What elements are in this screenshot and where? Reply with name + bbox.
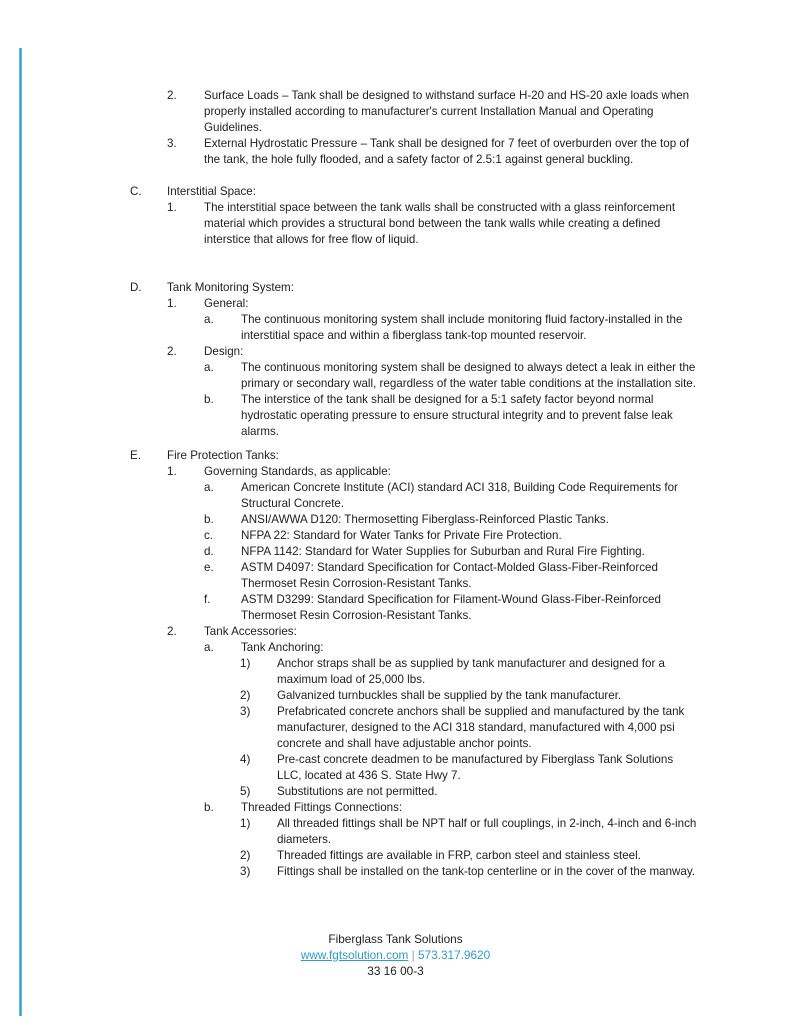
list-item: [240, 864, 697, 880]
list-item-text: Surface Loads – Tank shall be designed to withstand surface H-20 and HS-20 axle loads when properly installed according to manufacturer's current Installation Manual and Operating Guidelines.: [204, 89, 690, 134]
list-item: [240, 816, 697, 848]
list-item-text: Fire Protection Tanks:: [167, 449, 279, 462]
list-item-text: All threaded fittings shall be NPT half or full couplings, in 2-inch, 4-inch and 6-inch diameters.: [277, 817, 697, 846]
list-item-marker: a.: [204, 641, 214, 654]
list-item: [167, 464, 697, 480]
list-item: [240, 752, 697, 784]
list-item-marker: C.: [130, 185, 142, 198]
list-item-text: Interstitial Space:: [167, 185, 256, 198]
list-item-text: NFPA 1142: Standard for Water Supplies for Suburban and Rural Fire Fighting.: [241, 545, 645, 558]
list-item-text: The interstitial space between the tank walls shall be constructed with a glass reinforcement material which provides a structural bond between the tank walls while creating a defined interstice that allows for free flow of liquid.: [204, 201, 676, 246]
list-item-marker: 4): [240, 753, 251, 766]
list-item: [130, 184, 697, 200]
list-item-marker: 3.: [167, 137, 177, 150]
list-item-text: Pre-cast concrete deadmen to be manufactured by Fiberglass Tank Solutions LLC, located at 436 S. State Hwy 7.: [277, 753, 674, 782]
list-item-text: Fittings shall be installed on the tank-top centerline or in the cover of the manway.: [277, 865, 696, 878]
list-item-text: Substitutions are not permitted.: [277, 785, 438, 798]
list-item: [167, 88, 697, 136]
page-footer: [0, 931, 791, 979]
list-item-text: The continuous monitoring system shall be designed to always detect a leak in either the primary or secondary wall, regardless of the water table conditions at the installation site.: [241, 361, 696, 390]
list-item-text: American Concrete Institute (ACI) standard ACI 318, Building Code Requirements for Structural Concrete.: [241, 481, 678, 510]
list-item-text: ASTM D4097: Standard Specification for Contact-Molded Glass-Fiber-Reinforced Thermoset Resin Corrosion-Resistant Tanks.: [241, 561, 658, 590]
list-item: [240, 848, 697, 864]
list-item-marker: 3): [240, 705, 251, 718]
list-item-marker: d.: [204, 545, 214, 558]
list-item: [204, 312, 697, 344]
list-item-marker: b.: [204, 801, 214, 814]
list-item-marker: 1.: [167, 465, 177, 478]
list-item-text: Design:: [204, 345, 244, 358]
list-item-marker: f.: [204, 593, 211, 606]
list-item-marker: 1): [240, 817, 251, 830]
list-item-marker: 1.: [167, 297, 177, 310]
list-item: [167, 200, 697, 248]
list-item-text: ANSI/AWWA D120: Thermosetting Fiberglass-Reinforced Plastic Tanks.: [241, 513, 609, 526]
list-item-marker: e.: [204, 561, 214, 574]
list-item: [167, 624, 697, 640]
list-item-marker: 2.: [167, 89, 177, 102]
list-item-marker: 2.: [167, 625, 177, 638]
list-item: [167, 296, 697, 312]
list-item: [204, 640, 697, 656]
list-item-text: Tank Monitoring System:: [167, 281, 294, 294]
list-item-text: General:: [204, 297, 249, 310]
list-item: [204, 800, 697, 816]
document-body: [0, 88, 697, 880]
list-item: [204, 392, 697, 440]
list-item-marker: c.: [204, 529, 214, 542]
list-item-text: Threaded Fittings Connections:: [241, 801, 403, 814]
footer-company: Fiberglass Tank Solutions: [328, 932, 463, 946]
list-item-marker: a.: [204, 313, 214, 326]
list-item: [240, 784, 697, 800]
list-item-marker: 2): [240, 849, 251, 862]
list-item-text: NFPA 22: Standard for Water Tanks for Private Fire Protection.: [241, 529, 562, 542]
list-item: [240, 704, 697, 752]
list-item-text: Tank Accessories:: [204, 625, 297, 638]
list-item: [204, 528, 697, 544]
list-item-marker: 2.: [167, 345, 177, 358]
list-item-text: External Hydrostatic Pressure – Tank shall be designed for 7 feet of overburden over the top of the tank, the hole fully flooded, and a safety factor of 2.5:1 against general buckling.: [204, 137, 690, 166]
list-item: [204, 360, 697, 392]
list-item-marker: 2): [240, 689, 251, 702]
list-item-marker: E.: [130, 449, 141, 462]
list-item: [204, 512, 697, 528]
list-item: [204, 592, 697, 624]
list-item: [240, 656, 697, 688]
list-item: [130, 448, 697, 464]
footer-contact-line: [0, 947, 791, 963]
list-item-marker: 1): [240, 657, 251, 670]
footer-separator: |: [408, 948, 418, 962]
list-item-marker: D.: [130, 281, 142, 294]
list-item-text: The continuous monitoring system shall include monitoring fluid factory-installed in the interstitial space and within a fiberglass tank-top mounted reservoir.: [241, 313, 683, 342]
list-item: [130, 280, 697, 296]
list-item-text: Threaded fittings are available in FRP, carbon steel and stainless steel.: [277, 849, 641, 862]
list-item-text: Tank Anchoring:: [241, 641, 324, 654]
list-item: [167, 136, 697, 168]
list-item-text: Galvanized turnbuckles shall be supplied by the tank manufacturer.: [277, 689, 622, 702]
footer-page-number: 33 16 00-3: [367, 964, 424, 978]
list-item: [204, 480, 697, 512]
list-item-marker: b.: [204, 513, 214, 526]
list-item-marker: a.: [204, 361, 214, 374]
list-item-text: Anchor straps shall be as supplied by tank manufacturer and designed for a maximum load of 25,000 lbs.: [277, 657, 665, 686]
list-item-marker: 3): [240, 865, 251, 878]
list-item: [204, 560, 697, 592]
footer-website-link[interactable]: www.fgtsolution.com: [300, 948, 409, 962]
list-item: [240, 688, 697, 704]
list-item-text: The interstice of the tank shall be designed for a 5:1 safety factor beyond normal hydrostatic operating pressure to ensure structural integrity and to prevent false leak alarms.: [241, 393, 673, 438]
list-item: [167, 344, 697, 360]
list-item-marker: 5): [240, 785, 251, 798]
list-item-marker: 1.: [167, 201, 177, 214]
list-item-text: Prefabricated concrete anchors shall be supplied and manufactured by the tank manufacturer, designed to the ACI 318 standard, manufactured with 4,000 psi concrete and shall have adjustable anchor points.: [277, 705, 685, 750]
list-item-marker: b.: [204, 393, 214, 406]
list-item-marker: a.: [204, 481, 214, 494]
list-item-text: ASTM D3299: Standard Specification for Filament-Wound Glass-Fiber-Reinforced Thermoset Resin Corrosion-Resistant Tanks.: [241, 593, 661, 622]
list-item-text: Governing Standards, as applicable:: [204, 465, 391, 478]
footer-phone: 573.317.9620: [417, 948, 491, 962]
list-item: [204, 544, 697, 560]
